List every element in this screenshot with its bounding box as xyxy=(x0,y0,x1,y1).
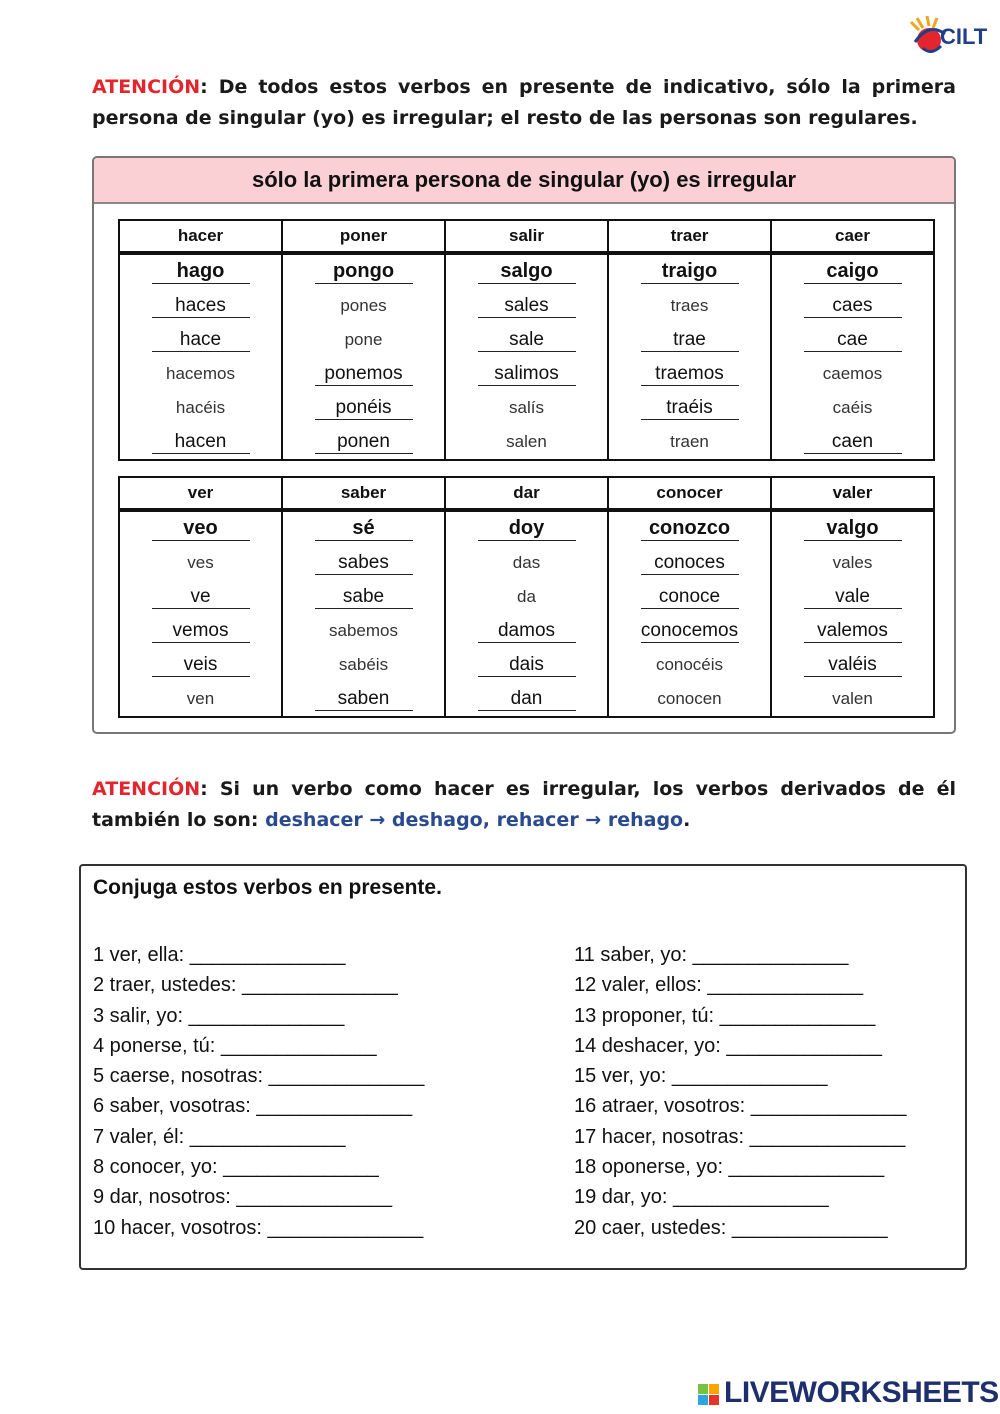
column-header: ver xyxy=(119,477,282,510)
table-cell xyxy=(282,391,445,425)
answer-field[interactable]: saben xyxy=(315,687,413,711)
exercise-item[interactable]: 14 deshacer, yo: ______________ xyxy=(574,1034,883,1057)
table-cell xyxy=(608,648,771,682)
table-cell xyxy=(608,357,771,391)
exercise-item[interactable]: 17 hacer, nosotras: ______________ xyxy=(574,1125,906,1148)
answer-field[interactable]: dais xyxy=(478,653,576,677)
table-cell xyxy=(771,510,934,546)
table-row xyxy=(119,580,934,614)
table-row xyxy=(119,391,934,425)
exercise-item[interactable]: 16 atraer, vosotros: ______________ xyxy=(574,1095,907,1118)
table-cell xyxy=(445,510,608,546)
exercise-item[interactable]: 4 ponerse, tú: ______________ xyxy=(93,1034,377,1057)
table-cell xyxy=(771,253,934,289)
table-cell xyxy=(771,580,934,614)
exercise-item[interactable]: 8 conocer, yo: ______________ xyxy=(93,1156,379,1179)
answer-field[interactable]: conoce xyxy=(641,585,739,609)
attention-note-1 xyxy=(92,72,956,134)
exercise-item[interactable]: 6 saber, vosotras: ______________ xyxy=(93,1095,413,1118)
table-cell xyxy=(608,580,771,614)
answer-field[interactable]: sabes xyxy=(315,551,413,575)
answer-field[interactable]: valgo xyxy=(804,517,902,541)
answer-field[interactable]: conozco xyxy=(641,517,739,541)
table-cell xyxy=(282,580,445,614)
table-cell xyxy=(608,323,771,357)
table-row xyxy=(119,648,934,682)
given-form: conocéis xyxy=(655,655,724,674)
table-cell xyxy=(119,357,282,391)
given-form: ven xyxy=(186,689,215,708)
table-cell xyxy=(445,580,608,614)
column-header: dar xyxy=(445,477,608,510)
table-cell xyxy=(445,546,608,580)
answer-field[interactable]: vale xyxy=(804,585,902,609)
table-cell xyxy=(282,425,445,460)
answer-field[interactable]: caigo xyxy=(804,260,902,284)
exercise-item[interactable]: 9 dar, nosotros: ______________ xyxy=(93,1186,393,1209)
given-form: sabemos xyxy=(329,621,398,640)
exercise-item[interactable]: 2 traer, ustedes: ______________ xyxy=(93,974,398,997)
table-cell xyxy=(119,546,282,580)
answer-field[interactable]: valéis xyxy=(804,653,902,677)
verb-table-2 xyxy=(118,476,935,718)
answer-field[interactable]: veo xyxy=(152,517,250,541)
table-header-row xyxy=(119,477,934,510)
answer-field[interactable]: dan xyxy=(478,687,576,711)
answer-field[interactable]: hago xyxy=(152,260,250,284)
column-header: traer xyxy=(608,220,771,253)
answer-field[interactable]: conoces xyxy=(641,551,739,575)
table-cell xyxy=(119,289,282,323)
table-cell xyxy=(445,289,608,323)
answer-field[interactable]: veis xyxy=(152,653,250,677)
exercise-title: Conjuga estos verbos en presente. xyxy=(93,876,442,899)
given-form: ves xyxy=(187,553,214,572)
given-form: valen xyxy=(832,689,873,708)
table-cell xyxy=(282,614,445,648)
table-cell xyxy=(119,253,282,289)
table-cell xyxy=(119,323,282,357)
table-row xyxy=(119,510,934,546)
given-form: hacéis xyxy=(175,398,226,417)
table-cell xyxy=(608,289,771,323)
column-header: salir xyxy=(445,220,608,253)
answer-field[interactable]: ponen xyxy=(315,430,413,454)
given-form: conocen xyxy=(657,689,722,708)
table-cell xyxy=(119,580,282,614)
given-form: da xyxy=(517,587,536,606)
column-header: hacer xyxy=(119,220,282,253)
given-form: caemos xyxy=(822,364,883,383)
exercise-column-right xyxy=(574,940,906,1243)
table-header-row xyxy=(119,220,934,253)
attention-end: . xyxy=(683,809,691,831)
exercise-column-left xyxy=(93,940,424,1243)
exercise-item[interactable]: 5 caerse, nosotras: ______________ xyxy=(93,1065,425,1088)
exercise-item[interactable]: 13 proponer, tú: ______________ xyxy=(574,1004,876,1027)
table-cell xyxy=(445,323,608,357)
exercise-item[interactable]: 20 caer, ustedes: ______________ xyxy=(574,1216,888,1239)
column-header: caer xyxy=(771,220,934,253)
given-form: traes xyxy=(670,296,709,315)
table-cell xyxy=(608,391,771,425)
exercise-item[interactable]: 11 saber, yo: ______________ xyxy=(574,944,849,966)
table-cell xyxy=(608,425,771,460)
table-row xyxy=(119,614,934,648)
answer-field[interactable]: haces xyxy=(152,294,250,318)
panel-title: sólo la primera persona de singular (yo) es irregular xyxy=(94,158,954,204)
table-cell xyxy=(119,614,282,648)
derived-verbs-example: deshacer → deshago, rehacer → rehago xyxy=(265,809,684,831)
exercise-box xyxy=(79,864,967,1270)
answer-field[interactable]: ve xyxy=(152,585,250,609)
table-cell xyxy=(282,510,445,546)
exercise-item[interactable]: 12 valer, ellos: ______________ xyxy=(574,974,864,997)
table-cell xyxy=(445,391,608,425)
table-cell xyxy=(282,323,445,357)
table-row xyxy=(119,289,934,323)
answer-field[interactable]: sé xyxy=(315,517,413,541)
given-form: hacemos xyxy=(166,364,235,383)
answer-field[interactable]: damos xyxy=(478,619,576,643)
table-row xyxy=(119,546,934,580)
answer-field[interactable]: sale xyxy=(478,328,576,352)
exercise-item[interactable]: 15 ver, yo: ______________ xyxy=(574,1065,828,1088)
column-header: poner xyxy=(282,220,445,253)
answer-field[interactable]: traigo xyxy=(641,260,739,284)
table-cell xyxy=(282,648,445,682)
table-cell xyxy=(445,614,608,648)
table-cell xyxy=(771,614,934,648)
table-cell xyxy=(771,323,934,357)
exercise-item[interactable]: 1 ver, ella: ______________ xyxy=(93,944,346,966)
table-cell xyxy=(282,289,445,323)
table-row xyxy=(119,253,934,289)
answer-field[interactable]: trae xyxy=(641,328,739,352)
answer-field[interactable]: pongo xyxy=(315,260,413,284)
table-cell xyxy=(445,253,608,289)
table-cell xyxy=(445,648,608,682)
answer-field[interactable]: hace xyxy=(152,328,250,352)
answer-field[interactable]: sales xyxy=(478,294,576,318)
table-cell xyxy=(771,682,934,717)
liveworksheets-logo-icon xyxy=(698,1384,720,1406)
attention-label: ATENCIÓN xyxy=(92,778,201,800)
table-cell xyxy=(282,357,445,391)
table-cell xyxy=(119,510,282,546)
table-cell xyxy=(608,546,771,580)
liveworksheets-brand: LIVEWORKSHEETS xyxy=(724,1376,999,1409)
given-form: salís xyxy=(509,398,544,417)
table-cell xyxy=(771,289,934,323)
table-cell xyxy=(608,682,771,717)
given-form: traen xyxy=(670,432,709,451)
answer-field[interactable]: ponéis xyxy=(315,396,413,420)
table-cell xyxy=(445,357,608,391)
answer-field[interactable]: caen xyxy=(804,430,902,454)
answer-field[interactable]: salimos xyxy=(478,362,576,386)
table-row xyxy=(119,323,934,357)
column-header: valer xyxy=(771,477,934,510)
answer-field[interactable]: valemos xyxy=(804,619,902,643)
table-cell xyxy=(771,425,934,460)
answer-field[interactable]: caes xyxy=(804,294,902,318)
table-cell xyxy=(119,425,282,460)
table-cell xyxy=(119,682,282,717)
answer-field[interactable]: sabe xyxy=(315,585,413,609)
given-form: pones xyxy=(340,296,387,315)
table-cell xyxy=(608,614,771,648)
attention-note-2 xyxy=(92,774,956,836)
given-form: pone xyxy=(344,330,383,349)
column-header: conocer xyxy=(608,477,771,510)
attention-text: : Si un verbo como hacer es irregular, los verbos derivados de él también lo son: xyxy=(92,778,956,831)
answer-field[interactable]: ponemos xyxy=(315,362,413,386)
table-cell xyxy=(771,357,934,391)
table-cell xyxy=(119,648,282,682)
table-cell xyxy=(771,546,934,580)
table-cell xyxy=(119,391,282,425)
answer-field[interactable]: doy xyxy=(478,517,576,541)
answer-field[interactable]: vemos xyxy=(152,619,250,643)
given-form: salen xyxy=(506,432,547,451)
answer-field[interactable]: hacen xyxy=(152,430,250,454)
exercise-item[interactable]: 3 salir, yo: ______________ xyxy=(93,1004,345,1027)
table-cell xyxy=(445,682,608,717)
table-row xyxy=(119,357,934,391)
table-cell xyxy=(445,425,608,460)
given-form: vales xyxy=(832,553,873,572)
table-cell xyxy=(771,391,934,425)
answer-field[interactable]: traemos xyxy=(641,362,739,386)
logo-text: CILT xyxy=(940,24,988,49)
table-cell xyxy=(771,648,934,682)
exercise-item[interactable]: 19 dar, yo: ______________ xyxy=(574,1186,829,1209)
answer-field[interactable]: conocemos xyxy=(640,620,739,641)
table-cell xyxy=(282,546,445,580)
exercise-item[interactable]: 18 oponerse, yo: ______________ xyxy=(574,1156,885,1179)
table-cell xyxy=(282,682,445,717)
given-form: sabéis xyxy=(338,655,389,674)
table-cell xyxy=(282,253,445,289)
attention-text: : De todos estos verbos en presente de indicativo, sólo la primera persona de singular (yo) es irregular; el resto de las personas son regulares. xyxy=(92,76,956,129)
exercise-item[interactable]: 10 hacer, vosotros: ______________ xyxy=(93,1216,424,1239)
verb-table-1 xyxy=(118,219,935,461)
exercise-item[interactable]: 7 valer, él: ______________ xyxy=(93,1125,346,1148)
table-cell xyxy=(608,510,771,546)
table-cell xyxy=(608,253,771,289)
answer-field[interactable]: traéis xyxy=(641,396,739,420)
answer-field[interactable]: cae xyxy=(804,328,902,352)
column-header: saber xyxy=(282,477,445,510)
given-form: das xyxy=(512,553,541,572)
given-form: caéis xyxy=(832,398,873,417)
attention-label: ATENCIÓN xyxy=(92,76,201,98)
answer-field[interactable]: salgo xyxy=(478,260,576,284)
table-row xyxy=(119,682,934,717)
table-row xyxy=(119,425,934,460)
